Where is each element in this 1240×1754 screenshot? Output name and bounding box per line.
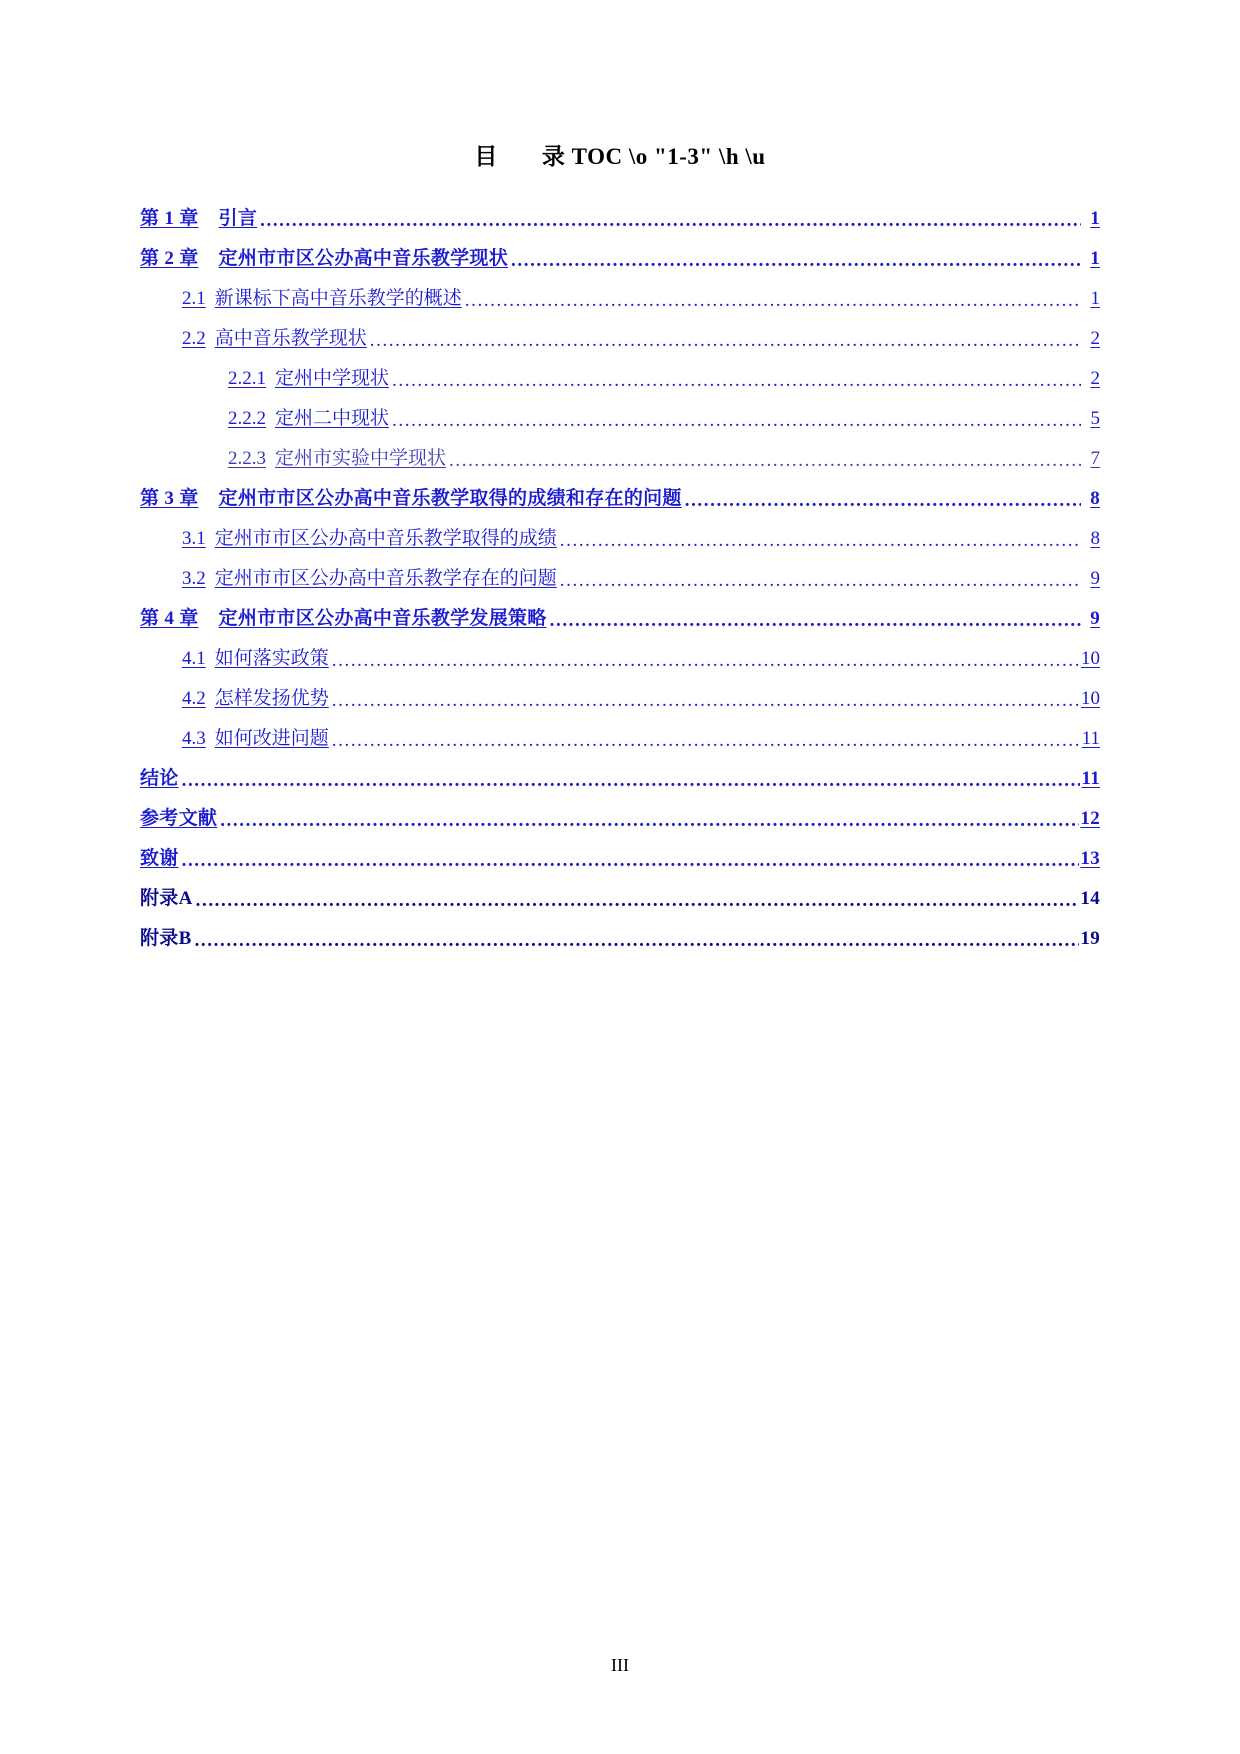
toc-entry[interactable] [140, 809, 1100, 828]
toc-entry-label [182, 689, 331, 708]
toc-entry[interactable] [140, 209, 1100, 228]
toc-leader-dots [392, 369, 1081, 388]
toc-entry[interactable] [140, 729, 1100, 748]
toc-entry[interactable] [140, 689, 1100, 708]
toc-entry-text: 定州市市区公办高中音乐教学取得的成绩 [214, 528, 557, 549]
toc-entry-text: 结论 [140, 768, 179, 789]
toc-leader-dots [685, 489, 1081, 508]
page-title [140, 138, 1100, 171]
toc-leader-dots [332, 649, 1080, 668]
toc-entry-page: 11 [1081, 768, 1100, 789]
toc-entry-page: 1 [1090, 208, 1100, 229]
toc-entry-label [182, 329, 369, 348]
toc-entry-number: 4.3 [182, 728, 206, 749]
toc-entry-label [140, 609, 549, 628]
toc-entry-number: 第 1 章 [140, 208, 199, 229]
toc-leader-dots [370, 329, 1081, 348]
toc-leader-dots [182, 849, 1080, 868]
toc-entry-page: 7 [1090, 448, 1100, 469]
toc-leader-dots [550, 609, 1081, 628]
toc-entry-text: 定州市实验中学现状 [275, 448, 447, 469]
toc-leader-dots [220, 809, 1079, 828]
toc-entry[interactable] [140, 289, 1100, 308]
toc-leader-dots [392, 409, 1081, 428]
toc-field-code: TOC \o "1-3" \h \u [571, 144, 766, 169]
toc-entry[interactable] [140, 609, 1100, 628]
toc-entry-text: 定州市市区公办高中音乐教学现状 [218, 248, 509, 269]
toc-entry-text: 定州中学现状 [275, 368, 390, 389]
toc-entry-label [140, 249, 510, 268]
toc-entry[interactable] [140, 569, 1100, 588]
toc-entry[interactable] [140, 769, 1100, 788]
toc-entry-label [182, 729, 331, 748]
toc-entry-label [182, 289, 464, 308]
toc-leader-dots [465, 289, 1081, 308]
toc-entry-text: 引言 [218, 208, 258, 229]
toc-entry-page: 11 [1081, 728, 1100, 749]
toc-entry-page: 1 [1090, 288, 1100, 309]
toc-entry-text: 参考文献 [140, 808, 218, 829]
toc-entry-label [182, 569, 559, 588]
toc-entry-text: 定州市市区公办高中音乐教学发展策略 [218, 608, 547, 629]
toc-entry-number: 3.1 [182, 528, 206, 549]
toc-entry-page: 9 [1090, 568, 1100, 589]
toc-entry-page: 19 [1080, 928, 1100, 949]
toc-entry-number: 2.2.2 [228, 408, 266, 429]
toc-leader-dots [182, 769, 1081, 788]
toc-leader-dots [332, 729, 1081, 748]
toc-leader-dots [449, 449, 1081, 468]
toc-title-suffix: 录 [541, 144, 566, 169]
toc-entry[interactable] [140, 929, 1100, 948]
toc-entry-label [140, 929, 194, 948]
toc-entry-text: 定州二中现状 [275, 408, 390, 429]
toc-entry-text: 附录A [140, 888, 193, 909]
toc-entry[interactable] [140, 849, 1100, 868]
toc-entry-page: 1 [1090, 248, 1100, 269]
toc-entry-number: 4.2 [182, 688, 206, 709]
toc-entry-label [140, 769, 181, 788]
toc-entry-number: 2.2 [182, 328, 206, 349]
toc-entry[interactable] [140, 889, 1100, 908]
toc-leader-dots [560, 569, 1081, 588]
toc-leader-dots [511, 249, 1081, 268]
toc-entry-text: 致谢 [140, 848, 179, 869]
toc-entry-text: 定州市市区公办高中音乐教学取得的成绩和存在的问题 [218, 488, 682, 509]
toc-entry-text: 怎样发扬优势 [214, 688, 329, 709]
toc-entry-page: 2 [1090, 328, 1100, 349]
toc-entry-page: 14 [1080, 888, 1100, 909]
toc-entry-page: 2 [1090, 368, 1100, 389]
toc-entry[interactable] [140, 489, 1100, 508]
toc-entry[interactable] [140, 369, 1100, 388]
toc-entry-label [140, 889, 195, 908]
page-footer-number: III [611, 1655, 629, 1675]
toc-entry-label [228, 449, 448, 468]
toc-entry-number: 第 4 章 [140, 608, 199, 629]
toc-entry-number: 2.2.3 [228, 448, 266, 469]
toc-entry-text: 高中音乐教学现状 [214, 328, 367, 349]
toc-entry-label [140, 809, 219, 828]
toc-entry-number: 4.1 [182, 648, 206, 669]
toc-entry-page: 10 [1081, 648, 1100, 669]
toc-entry-page: 9 [1090, 608, 1100, 629]
toc-entry-label [140, 209, 259, 228]
toc-leader-dots [260, 209, 1081, 228]
toc-entry-label [228, 369, 391, 388]
toc-leader-dots [332, 689, 1080, 708]
toc-entry-label [182, 649, 331, 668]
toc-entry-number: 第 3 章 [140, 488, 199, 509]
toc-entry-page: 8 [1090, 528, 1100, 549]
toc-entry-page: 8 [1090, 488, 1100, 509]
toc-entry[interactable] [140, 449, 1100, 468]
toc-leader-dots [195, 929, 1080, 948]
toc-entry-label [182, 529, 559, 548]
toc-entry-label [228, 409, 391, 428]
toc-entry[interactable] [140, 409, 1100, 428]
toc-entry-page: 12 [1080, 808, 1100, 829]
toc-entry-page: 10 [1081, 688, 1100, 709]
toc-entry-text: 如何改进问题 [214, 728, 329, 749]
toc-leader-dots [560, 529, 1081, 548]
toc-entry[interactable] [140, 249, 1100, 268]
toc-entry-text: 定州市市区公办高中音乐教学存在的问题 [214, 568, 557, 589]
toc-entry-number: 3.2 [182, 568, 206, 589]
table-of-contents [140, 209, 1100, 948]
toc-entry-label [140, 849, 181, 868]
toc-entry-text: 新课标下高中音乐教学的概述 [214, 288, 462, 309]
toc-entry-number: 2.2.1 [228, 368, 266, 389]
toc-entry-text: 如何落实政策 [214, 648, 329, 669]
toc-entry-page: 13 [1080, 848, 1100, 869]
toc-entry-label [140, 489, 684, 508]
toc-entry-page: 5 [1090, 408, 1100, 429]
toc-entry[interactable] [140, 329, 1100, 348]
toc-entry-number: 第 2 章 [140, 248, 199, 269]
toc-leader-dots [196, 889, 1080, 908]
toc-title-prefix: 目 [474, 144, 498, 169]
toc-entry[interactable] [140, 529, 1100, 548]
toc-entry[interactable] [140, 649, 1100, 668]
toc-entry-number: 2.1 [182, 288, 206, 309]
toc-entry-text: 附录B [140, 928, 192, 949]
